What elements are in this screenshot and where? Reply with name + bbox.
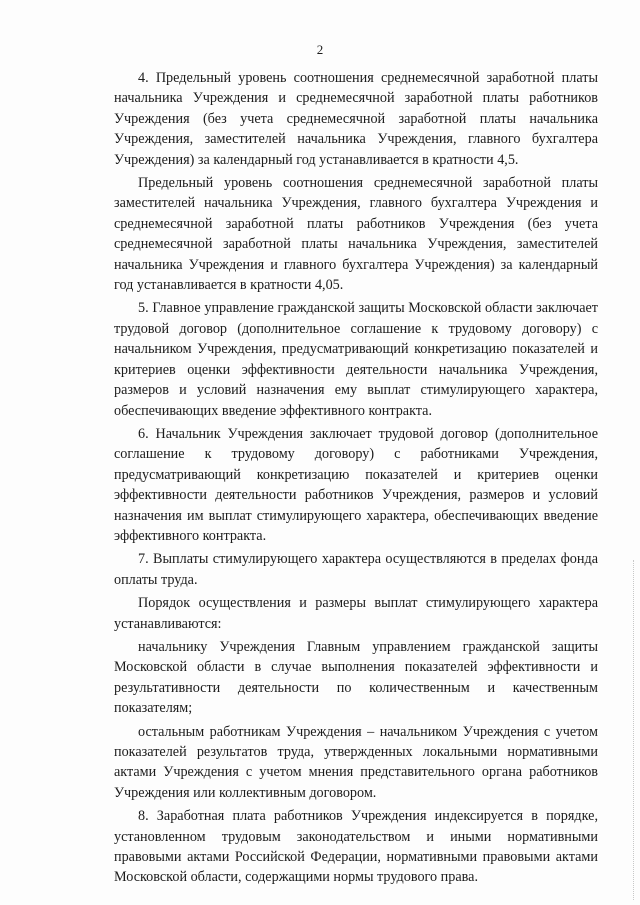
paragraph-4: 4. Предельный уровень соотношения среднемесячной заработной платы начальника Учреждения и среднемесячной заработной платы работников Учреждения (без учета среднемесячной заработной платы начальника Учреждения, заместителей начальника Учреждения, главного бухгалтера Учреждения) за календарный год устанавливается в кратности 4,5. [114,70,598,168]
paragraph-8: 8. Заработная плата работников Учреждения индексируется в порядке, установленном трудовым законодательством и иными нормативными правовыми актами Российской Федерации, нормативными правовыми актами Московской области, содержащими нормы трудового права. [114,808,598,886]
document-body [114,68,598,891]
paragraph-7-procedure: Порядок осуществления и размеры выплат стимулирующего характера устанавливаются: [114,595,598,632]
scan-margin-mark [629,560,634,900]
page-number: 2 [316,42,324,57]
paragraph-6: 6. Начальник Учреждения заключает трудовой договор (дополнительное соглашение к трудовому договору) с работниками Учреждения, предусматривающий конкретизацию показателей и критериев оценки эффективности деятельности работников Учреждения, размеров и условий назначения им выплат стимулирующего характера, обеспечивающих введение эффективного контракта. [114,425,598,544]
paragraph-4-continued: Предельный уровень соотношения среднемесячной заработной платы заместителей начальника Учреждения, главного бухгалтера Учреждения и среднемесячной заработной платы работников Учреждения (без учета среднемесячной заработной платы начальника Учреждения, заместителей начальника Учреждения и главного бухгалтера Учреждения) за календарный год устанавливается в кратности 4,05. [114,175,598,294]
paragraph-7-item-head: начальнику Учреждения Главным управлением гражданской защиты Московской области в случае выполнения показателей эффективности и результативности деятельности по количественным и качественным показателям; [114,638,598,717]
paragraph-7-item-staff: остальным работникам Учреждения – начальником Учреждения с учетом показателей результатов труда, утвержденных локальными нормативными актами Учреждения с учетом мнения представительного органа работников Учреждения или коллективным договором. [114,723,598,801]
paragraph-5: 5. Главное управление гражданской защиты Московской области заключает трудовой договор (дополнительное соглашение к трудовому договору) с начальником Учреждения, предусматривающий конкретизацию показателей и критериев оценки эффективности деятельности начальника Учреждения, размеров и условий назначения ему выплат стимулирующего характера, обеспечивающих введение эффективного контракта. [114,300,598,419]
paragraph-7: 7. Выплаты стимулирующего характера осуществляются в пределах фонда оплаты труда. [114,551,598,588]
